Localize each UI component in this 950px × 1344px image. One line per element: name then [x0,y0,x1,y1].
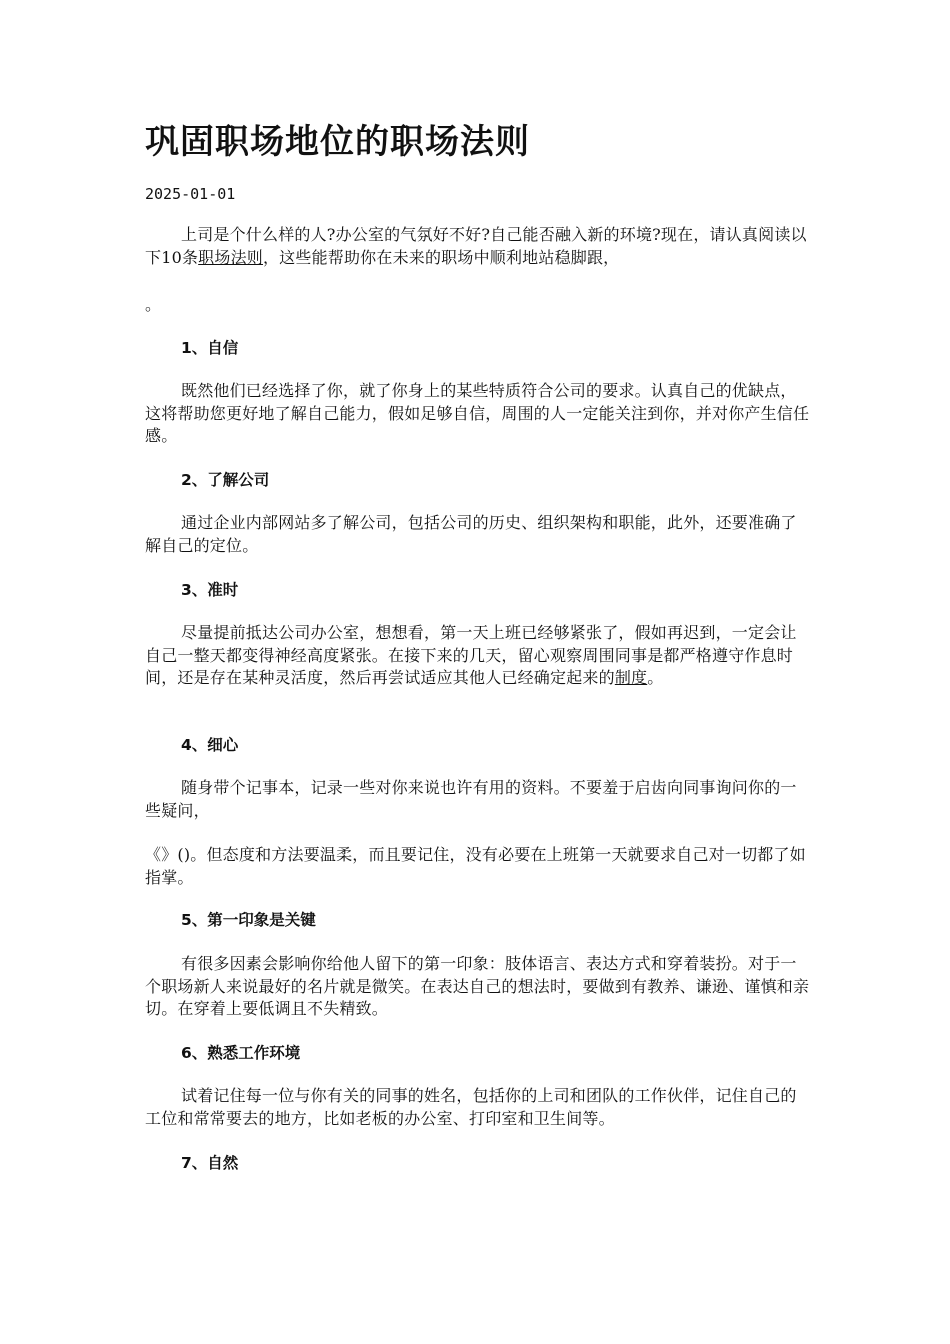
intro-text: 上司是个什么样的人?办公室的气氛好不好?自己能否融入新的环境?现在，请认真阅读以下10条 [145,225,807,267]
section-heading: 4、细心 [181,736,239,754]
section-body: 尽量提前抵达公司办公室，想想看，第一天上班已经够紧张了，假如再迟到，一定会让自己一整天都变得神经高度紧张。在接下来的几天，留心观察周围同事是都严格遵守作息时间，还是存在某种灵活度，然后再尝试适应其他人已经确定起来的制度。 [145,623,797,687]
section-body: 随身带个记事本，记录一些对你来说也许有用的资料。不要羞于启齿向同事询问你的一些疑问， [145,778,797,820]
section-body: 通过企业内部网站多了解公司，包括公司的历史、组织架构和职能，此外，还要准确了解自己的定位。 [145,513,797,555]
page-title: 巩固职场地位的职场法则 [145,122,530,162]
section-body: 试着记住每一位与你有关的同事的姓名，包括你的上司和团队的工作伙伴，记住自己的工位和常常要去的地方，比如老板的办公室、打印室和卫生间等。 [145,1086,797,1128]
section-body: 有很多因素会影响你给他人留下的第一印象：肢体语言、表达方式和穿着装扮。对于一个职场新人来说最好的名片就是微笑。在表达自己的想法时，要做到有教养、谦逊、谨慎和亲切。在穿着上要低调且不失精致。 [145,954,810,1018]
section-heading: 1、自信 [181,339,239,357]
publish-date: 2025-01-01 [145,185,236,203]
system-link[interactable]: 制度 [614,668,648,687]
section-body: 既然他们已经选择了你，就了你身上的某些特质符合公司的要求。认真自己的优缺点，这将帮助您更好地了解自己能力，假如足够自信，周围的人一定能关注到你，并对你产生信任感。 [145,381,810,445]
section-body-continued: 《》()。但态度和方法要温柔，而且要记住，没有必要在上班第一天就要求自己对一切都了如指掌。 [145,845,806,887]
intro-text-continued: ，这些能帮助你在未来的职场中顺利地站稳脚跟， [262,247,620,267]
section-heading: 7、自然 [181,1154,239,1172]
section-heading: 2、了解公司 [181,471,270,489]
intro-trailing: 。 [145,295,162,314]
section-heading: 3、准时 [181,581,239,599]
section-heading: 6、熟悉工作环境 [181,1044,301,1062]
section-heading: 5、第一印象是关键 [181,911,316,929]
workplace-rules-link[interactable]: 职场法则 [198,247,263,267]
intro-paragraph [145,224,810,269]
